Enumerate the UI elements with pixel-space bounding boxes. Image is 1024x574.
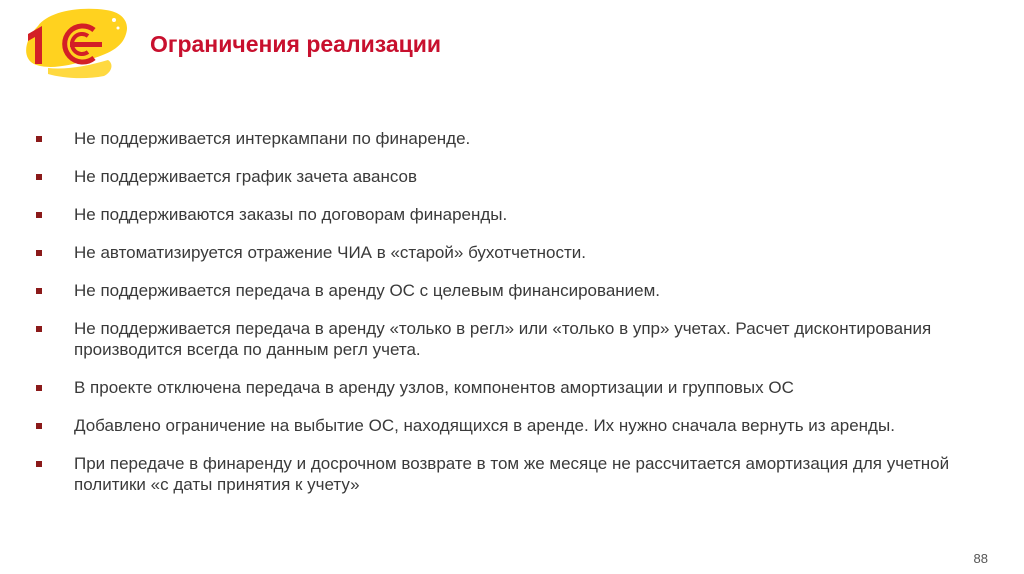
list-item: [32, 128, 982, 149]
page-title: Ограничения реализации: [150, 31, 442, 57]
square-bullet-icon: [36, 212, 42, 218]
square-bullet-icon: [36, 423, 42, 429]
square-bullet-icon: [36, 136, 42, 142]
list-item: [32, 204, 982, 225]
list-item-text: Не поддерживается график зачета авансов: [74, 167, 418, 186]
list-item-text: Не поддерживается интеркампани по финаренде.: [74, 129, 471, 148]
list-item: [32, 453, 982, 495]
list-item: [32, 166, 982, 187]
bullet-list: [32, 128, 982, 512]
list-item: [32, 242, 982, 263]
list-item-text: Добавлено ограничение на выбытие ОС, находящихся в аренде. Их нужно сначала вернуть из аренды.: [74, 416, 895, 435]
list-item-text: В проекте отключена передача в аренду узлов, компонентов амортизации и групповых ОС: [74, 378, 794, 397]
list-item-text: Не поддерживается передача в аренду ОС с целевым финансированием.: [74, 281, 661, 300]
list-item: [32, 415, 982, 436]
square-bullet-icon: [36, 326, 42, 332]
square-bullet-icon: [36, 250, 42, 256]
list-item-text: Не автоматизируется отражение ЧИА в «старой» бухотчетности.: [74, 243, 586, 262]
list-item: [32, 280, 982, 301]
square-bullet-icon: [36, 461, 42, 467]
1c-logo-icon: [18, 4, 130, 80]
square-bullet-icon: [36, 174, 42, 180]
page-number: 88: [973, 551, 988, 566]
list-item-text: При передаче в финаренду и досрочном возврате в том же месяце не рассчитается амортизация для учетной политики «с даты принятия к учету»: [74, 454, 950, 494]
list-item-text: Не поддерживаются заказы по договорам финаренды.: [74, 205, 508, 224]
list-item: [32, 318, 982, 360]
list-item: [32, 377, 982, 398]
square-bullet-icon: [36, 288, 42, 294]
square-bullet-icon: [36, 385, 42, 391]
list-item-text: Не поддерживается передача в аренду «только в регл» или «только в упр» учетах. Расчет дисконтирования производится всегда по данным регл учета.: [74, 319, 932, 359]
